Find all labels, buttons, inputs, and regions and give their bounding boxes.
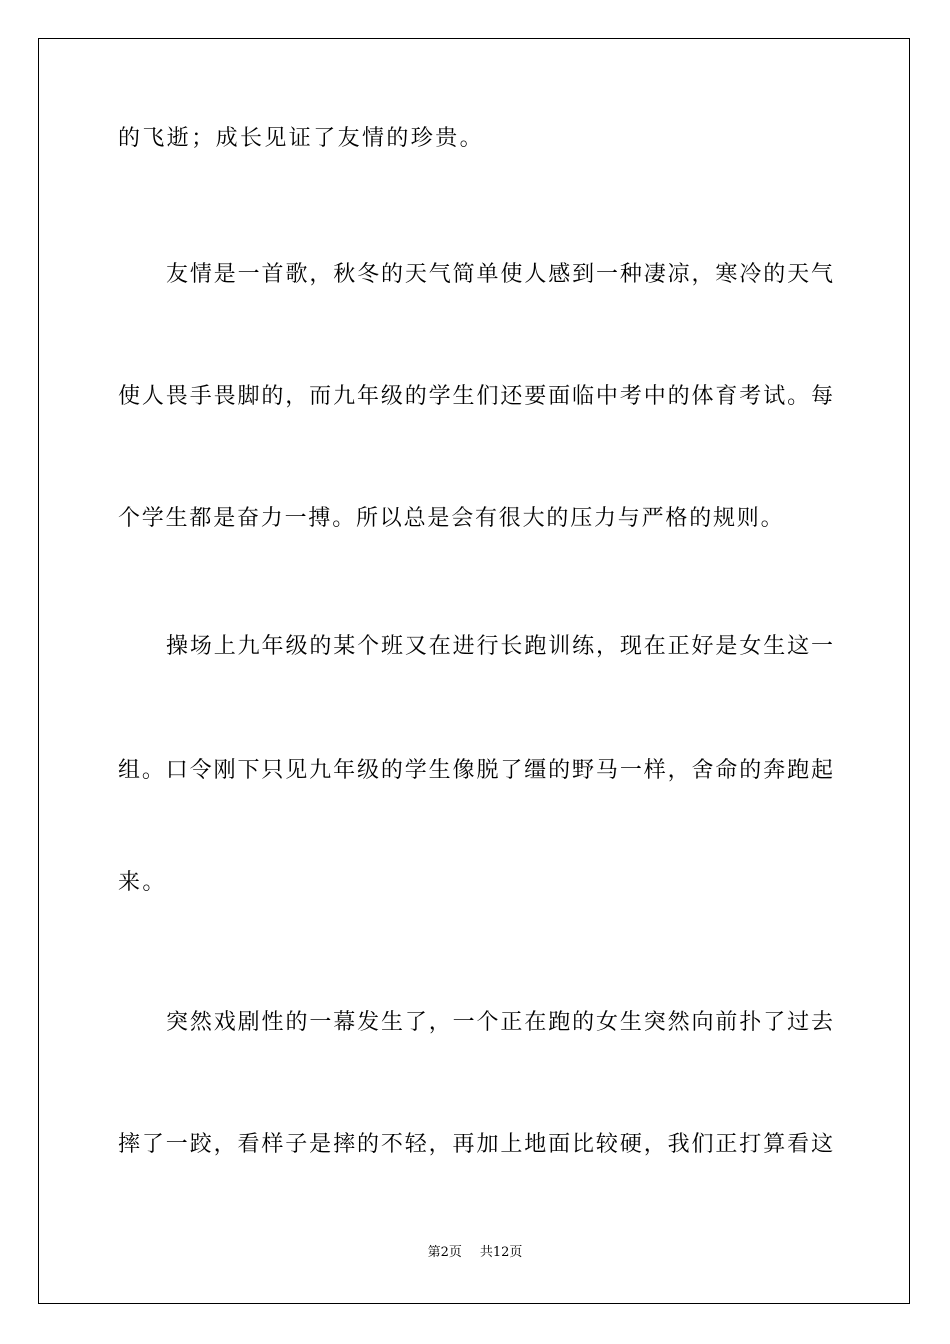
page-number: 第2页 bbox=[427, 1245, 462, 1260]
text-line: 来。 bbox=[118, 870, 167, 895]
page-border bbox=[38, 38, 910, 1304]
text-line: 的飞逝；成长见证了友情的珍贵。 bbox=[118, 126, 485, 151]
text-line: 操场上九年级的某个班又在进行长跑训练，现在正好是女生这一 bbox=[166, 634, 833, 659]
text-line: 摔了一跤，看样子是摔的不轻，再加上地面比较硬，我们正打算看这 bbox=[118, 1132, 833, 1157]
text-line: 组。口令刚下只见九年级的学生像脱了缰的野马一样，舍命的奔跑起 bbox=[118, 758, 833, 783]
page-total: 共12页 bbox=[479, 1245, 523, 1260]
text-line: 使人畏手畏脚的，而九年级的学生们还要面临中考中的体育考试。每 bbox=[118, 384, 833, 409]
page-footer bbox=[0, 1244, 950, 1262]
text-line: 突然戏剧性的一幕发生了，一个正在跑的女生突然向前扑了过去 bbox=[166, 1010, 833, 1035]
text-line: 友情是一首歌，秋冬的天气简单使人感到一种凄凉，寒冷的天气 bbox=[166, 262, 833, 287]
text-line: 个学生都是奋力一搏。所以总是会有很大的压力与严格的规则。 bbox=[118, 506, 785, 531]
